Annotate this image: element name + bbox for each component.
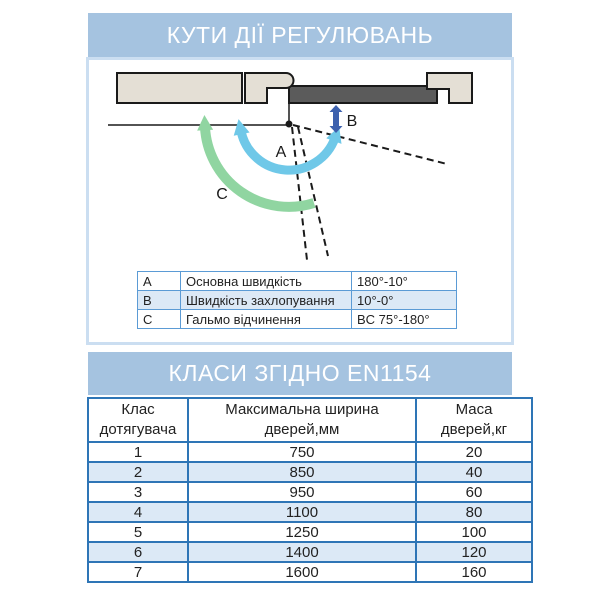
- cell-class: 2: [88, 462, 188, 482]
- col-header-mass: Маса дверей,кг: [416, 398, 532, 442]
- angles-section-title: КУТИ ДІЇ РЕГУЛЮВАНЬ: [88, 13, 512, 57]
- classes-table-header-row: [88, 398, 532, 442]
- table-row: [88, 542, 532, 562]
- legend-key: C: [138, 310, 181, 329]
- classes-section-title: КЛАСИ ЗГІДНО EN1154: [88, 352, 512, 395]
- label-c: C: [216, 186, 228, 203]
- cell-max-width: 1600: [188, 562, 416, 582]
- table-row: [88, 502, 532, 522]
- dashed-closed-position-line-1: [292, 127, 307, 260]
- cell-max-width: 1250: [188, 522, 416, 542]
- legend-key: A: [138, 272, 181, 291]
- hinge-dot: [286, 121, 293, 128]
- legend-row-c: [138, 310, 457, 329]
- legend-name: Гальмо відчинення: [181, 310, 352, 329]
- legend-range: 180°-10°: [352, 272, 457, 291]
- legend-row-b: [138, 291, 457, 310]
- cell-mass: 80: [416, 502, 532, 522]
- latch-speed-arrow-b: [330, 105, 343, 133]
- cell-class: 1: [88, 442, 188, 462]
- cell-class: 3: [88, 482, 188, 502]
- cell-class: 5: [88, 522, 188, 542]
- cell-max-width: 750: [188, 442, 416, 462]
- cell-mass: 100: [416, 522, 532, 542]
- classes-table: [87, 397, 533, 583]
- cell-max-width: 1100: [188, 502, 416, 522]
- legend-range: BC 75°-180°: [352, 310, 457, 329]
- legend-key: B: [138, 291, 181, 310]
- legend-name: Основна швидкість: [181, 272, 352, 291]
- col-header-max-width: Максимальна ширина дверей,мм: [188, 398, 416, 442]
- table-row: [88, 482, 532, 502]
- wall-left: [117, 73, 242, 103]
- cell-mass: 60: [416, 482, 532, 502]
- legend-range: 10°-0°: [352, 291, 457, 310]
- label-a: A: [275, 144, 287, 161]
- cell-mass: 20: [416, 442, 532, 462]
- cell-class: 4: [88, 502, 188, 522]
- dashed-closed-position-line-2: [298, 127, 328, 256]
- col-header-class: Клас дотягувача: [88, 398, 188, 442]
- label-b: B: [346, 113, 358, 130]
- table-row: [88, 442, 532, 462]
- legend-name: Швидкість захлопування: [181, 291, 352, 310]
- table-row: [88, 462, 532, 482]
- legend-row-a: [138, 272, 457, 291]
- cell-mass: 160: [416, 562, 532, 582]
- cell-mass: 40: [416, 462, 532, 482]
- door-jamb-hinge-side: [245, 73, 294, 103]
- cell-max-width: 950: [188, 482, 416, 502]
- swing-arc-a: [241, 131, 335, 170]
- table-row: [88, 562, 532, 582]
- cell-mass: 120: [416, 542, 532, 562]
- door-leaf: [289, 86, 437, 103]
- angles-diagram: [86, 57, 514, 345]
- cell-max-width: 1400: [188, 542, 416, 562]
- table-row: [88, 522, 532, 542]
- cell-max-width: 850: [188, 462, 416, 482]
- angles-legend-table: [137, 271, 457, 329]
- cell-class: 6: [88, 542, 188, 562]
- cell-class: 7: [88, 562, 188, 582]
